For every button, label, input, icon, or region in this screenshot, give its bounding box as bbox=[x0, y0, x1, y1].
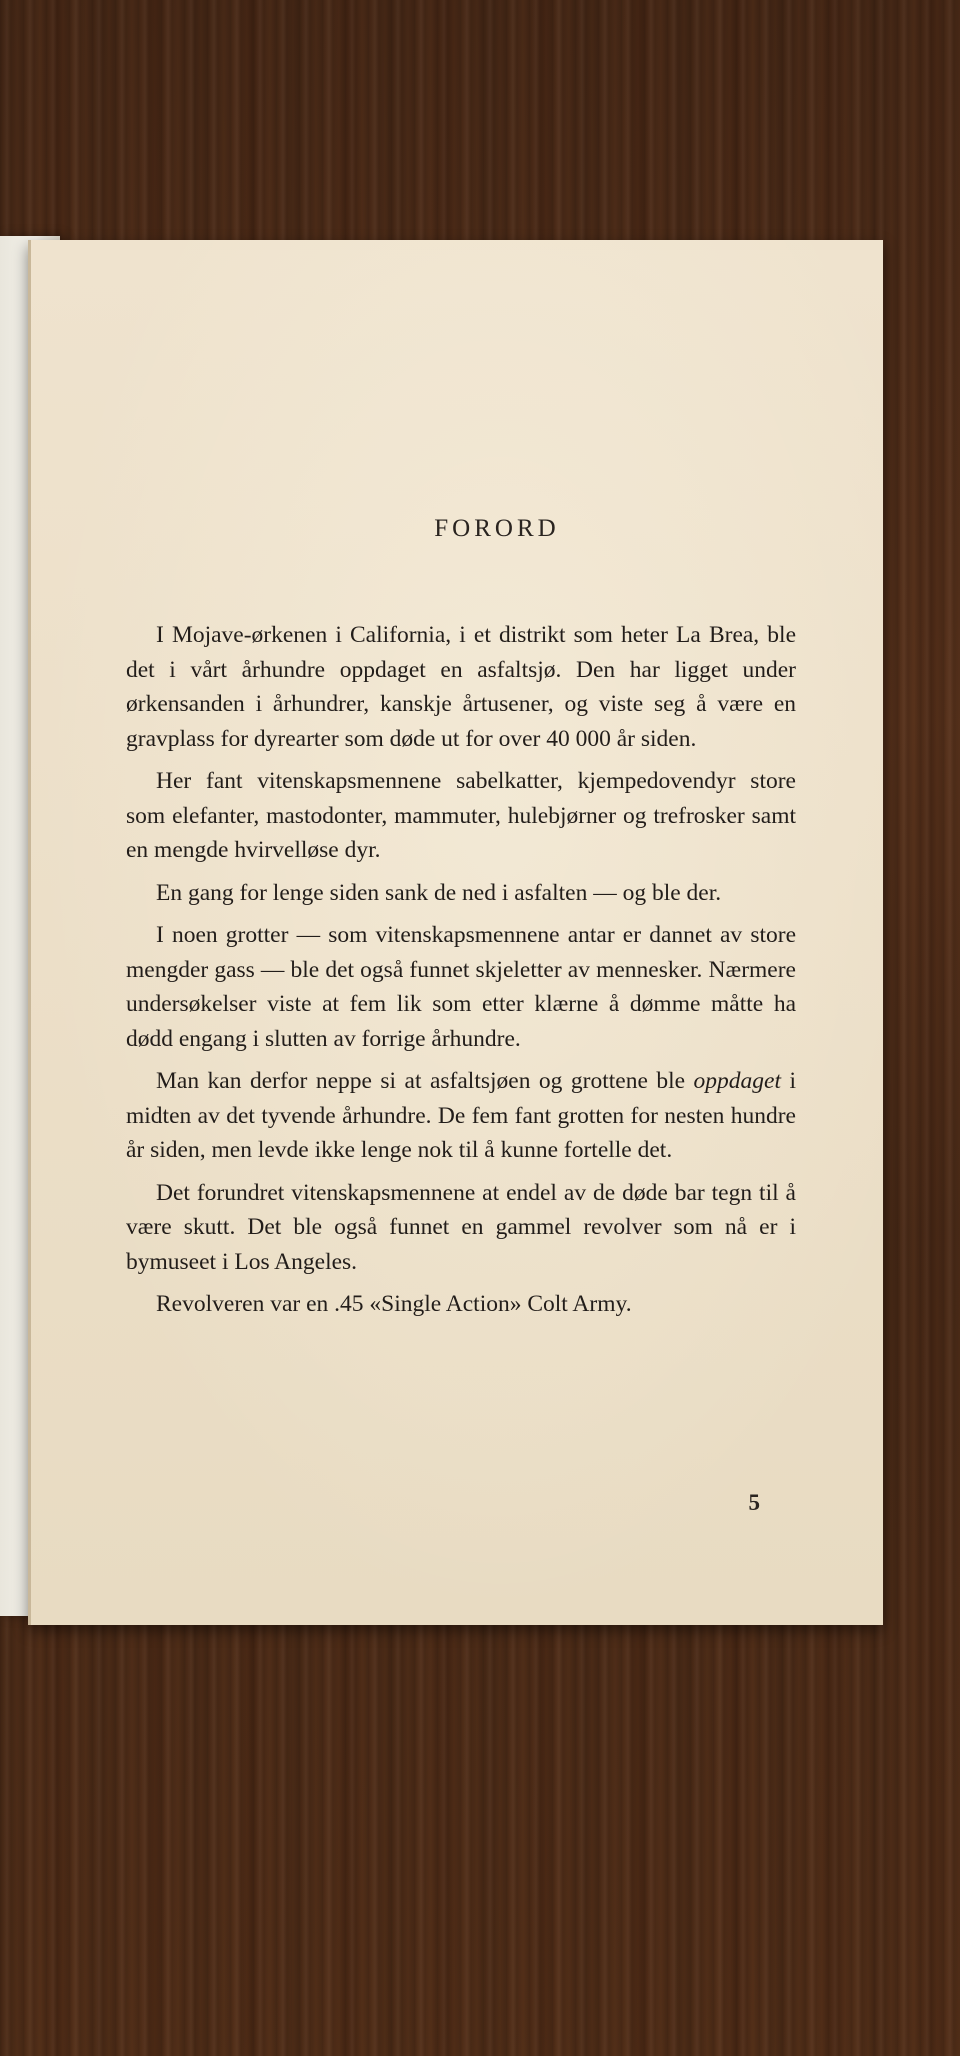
paragraph-4: I noen grotter — som vitenskapsmennene antar er dannet av store mengder gass — ble det også funnet skjeletter av mennesker. Nærmere undersøkelser viste at fem lik som etter klærne å dømme måtte ha dødd engang i slutten av forrige århundre. bbox=[126, 922, 796, 1052]
page-number: 5 bbox=[748, 1490, 760, 1515]
paragraph-1: I Mojave-ørkenen i California, i et distrikt som heter La Brea, ble det i vårt århundre oppdaget en asfaltsjø. Den har ligget under ørkensanden i århundrer, kanskje årtusener, og viste seg å være en gravplass for dyrearter som døde ut for over 40 000 år siden. bbox=[126, 622, 796, 752]
paragraph-5-start: Man kan derfor neppe si at asfaltsjøen og grottene ble bbox=[156, 1068, 694, 1094]
paragraph-3: En gang for lenge siden sank de ned i asfalten — og ble der. bbox=[156, 879, 722, 906]
paragraph-5-emphasis: oppdaget bbox=[693, 1068, 781, 1094]
page-heading: FORORD bbox=[434, 515, 560, 542]
paragraph-2: Her fant vitenskapsmennene sabelkatter, kjempedovendyr store som elefanter, mastodonter, mammuter, hulebjørner og trefrosker samt en mengde hvirvelløse dyr. bbox=[126, 768, 796, 863]
paragraph-5 bbox=[126, 1064, 796, 1168]
paragraph-7: Revolveren var en .45 «Single Action» Colt Army. bbox=[156, 1291, 632, 1317]
paragraph-6: Det forundret vitenskapsmennene at endel av de døde bar tegn til å være skutt. Det ble også funnet en gammel revolver som nå er i bymuseet i Los Angeles. bbox=[126, 1179, 796, 1275]
paragraph-5-end: i midten av det tyvende århundre. De fem fant grotten for nesten hundre år siden, men levde ikke lenge nok til å kunne fortelle det. bbox=[126, 1068, 796, 1163]
book-page bbox=[28, 240, 883, 1625]
page-body-text bbox=[126, 618, 796, 1330]
